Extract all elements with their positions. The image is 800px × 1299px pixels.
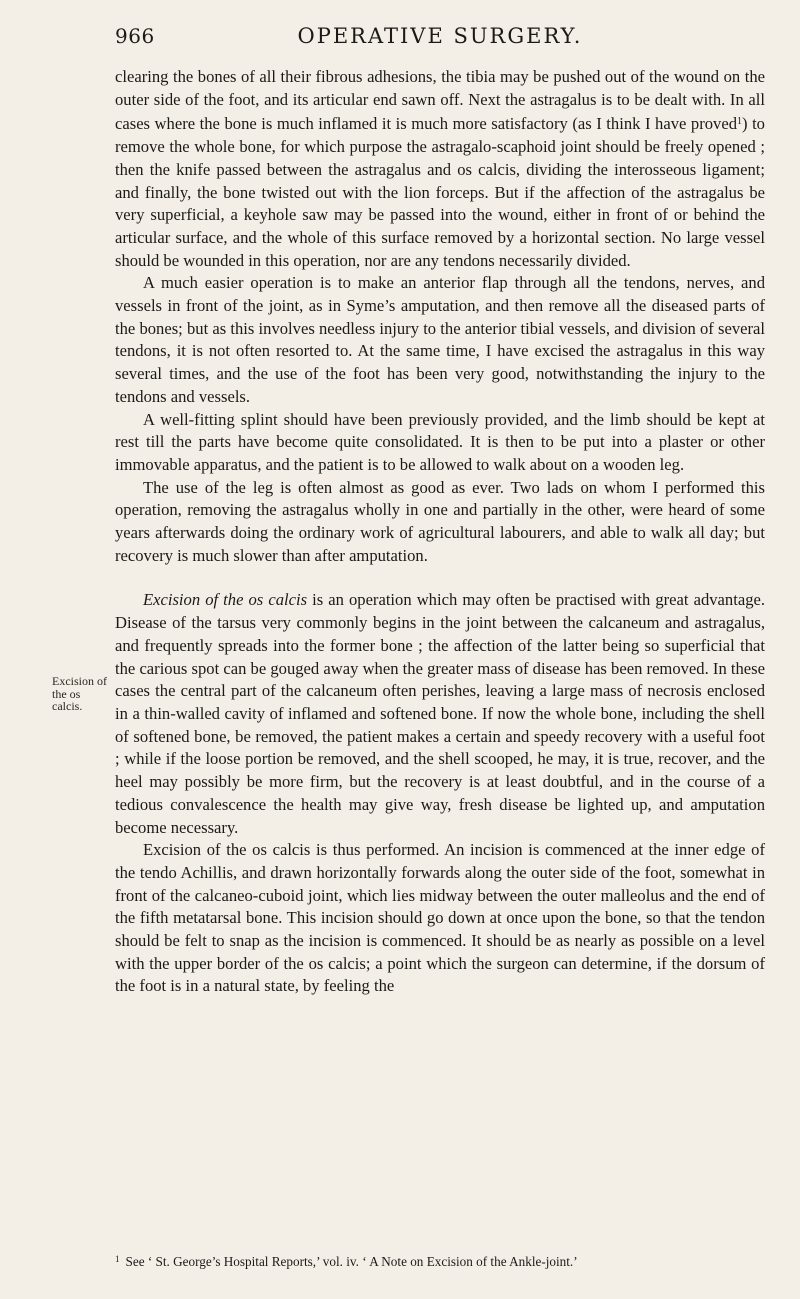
page-number: 966 bbox=[115, 24, 155, 48]
paragraph: A much easier operation is to make an anterior flap through all the tendons, nerves, and vessels in front of the joint, as in Syme’s amputation, and then remove all the diseased parts of the bones; but as this involves needless injury to the anterior tibial vessels, and division of several tendons, it is not often resorted to. At the same time, I have excised the astragalus in this way several times, and the use of the foot has been very good, notwithstanding the injury to the tendons and vessels. bbox=[115, 273, 765, 406]
paragraph: A well-fitting splint should have been previously provided, and the limb should be kept at rest till the parts have become quite consolidated. It is then to be put into a plaster or other immovable apparatus, and the patient is to be allowed to walk about on a wooden leg. bbox=[115, 409, 765, 474]
paragraph-text: clearing the bones of all their fibrous adhesions, the tibia may be pushed out of the wound on the outer side of the foot, and its articular end sawn off. Next the astragalus is to be dealt with. In all cases where the bone is much inflamed it is much more satisfactory (as I think I have proved bbox=[115, 67, 765, 134]
paragraph-section-start bbox=[115, 589, 765, 839]
paragraph-text: is an operation which may often be practised with great advantage. Disease of the tarsus very commonly begins in the joint between the calcaneum and astragalus, and frequently spreads into the former bone ; the affection of the latter being so superficial that the carious spot can be gouged away when the greater mass of disease has been removed. In these cases the central part of the calcaneum often perishes, leaving a large mass of necrosis enclosed in a thin-walled cavity of inflamed and softened bone. If now the whole bone, including the shell of softened bone, be removed, the patient makes a certain and speedy recovery with a useful foot ; while if the loose portion be removed, and the shell scooped, he may, it is true, recover, and the heel may possibly be more firm, but the recovery is at least doubtful, and in the course of a tedious convalescence the health may give way, fresh disease be lighted up, and amputation become necessary. bbox=[115, 590, 765, 837]
section-lead-italic: Excision of the os calcis bbox=[143, 590, 308, 610]
paragraph-text: ) to remove the whole bone, for which purpose the astragalo-scaphoid joint should be freely opened ; then the knife passed between the astragalus and os calcis, dividing the interosseous ligament; and finally, the bone twisted out with the lion forceps. But if the affection of the astragalus be very superficial, a keyhole saw may be passed into the wound, either in front of or behind the articular surface, and the whole of this surface removed by a horizontal section. No large vessel should be wounded in this operation, nor are any tendons necessarily divided. bbox=[115, 114, 765, 270]
footnote-text: See ‘ St. George’s Hospital Reports,’ vol. iv. ‘ A Note on Excision of the Ankle-joint.’ bbox=[125, 1254, 578, 1269]
margin-note-line: the os bbox=[52, 686, 81, 701]
paragraph bbox=[115, 66, 765, 272]
footnote bbox=[115, 1251, 765, 1270]
margin-note bbox=[52, 675, 112, 713]
running-title: OPERATIVE SURGERY. bbox=[297, 24, 583, 48]
paragraph: The use of the leg is often almost as good as ever. Two lads on whom I performed this operation, removing the astragalus wholly in one and partially in the other, were heard of some years afterwards doing the ordinary work of agricultural labourers, and able to walk all day; but recovery is much slower than after amputation. bbox=[115, 477, 765, 565]
margin-note-line: calcis. bbox=[52, 699, 83, 713]
page-header bbox=[115, 24, 765, 58]
paragraph: Excision of the os calcis is thus performed. An incision is commenced at the inner edge of the tendo Achillis, and drawn horizontally forwards along the outer side of the foot, somewhat in front of the calcaneo-cuboid joint, which lies midway between the outer malleolus and the end of the fifth metatarsal bone. This incision should go down at once upon the bone, so that the tendon should be felt to snap as the incision is commenced. It should be as nearly as possible on a level with the upper border of the os calcis; a point which the surgeon can determine, if the dorsum of the foot is in a natural state, by feeling the bbox=[115, 840, 765, 996]
footnote-reference: 1 bbox=[737, 116, 742, 128]
main-text bbox=[115, 66, 765, 998]
margin-note-line: Excision of bbox=[52, 674, 107, 688]
footnote-marker: 1 bbox=[115, 1254, 120, 1264]
